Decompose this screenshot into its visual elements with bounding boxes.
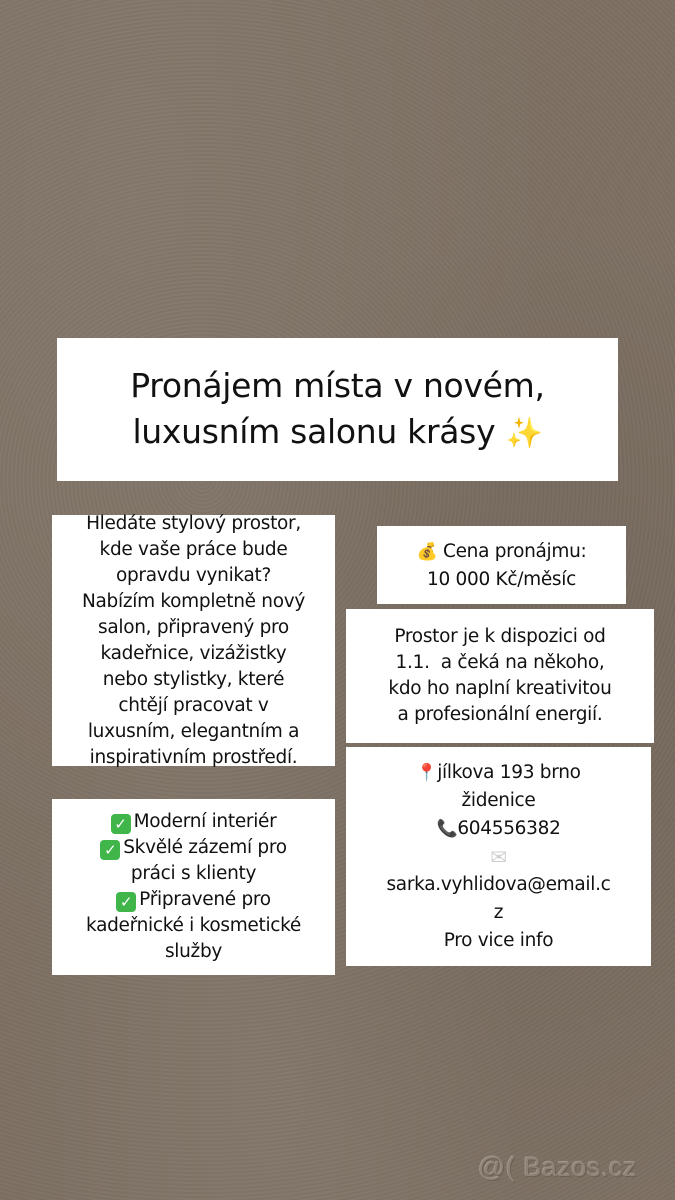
description-line: nebo stylistky, které bbox=[102, 668, 285, 690]
email-line-2[interactable]: z bbox=[493, 901, 504, 923]
description-box bbox=[52, 512, 335, 768]
description-line: Hledáte stylový prostor, bbox=[86, 512, 301, 534]
availability-line: kdo ho naplní kreativitou bbox=[388, 678, 612, 699]
description-line: kadeřnice, vizážistky bbox=[100, 642, 287, 664]
price-label-line bbox=[417, 538, 587, 566]
sparkles-icon: ✨ bbox=[505, 415, 543, 451]
money-bag-icon: 💰 bbox=[416, 541, 438, 562]
description-line: Nabízím kompletně nový bbox=[81, 590, 306, 612]
feature-text: Skvělé zázemí pro bbox=[123, 837, 287, 858]
feature-text: Připravené pro bbox=[139, 889, 271, 910]
description-line: luxusním, elegantním a bbox=[87, 720, 300, 742]
contact-box bbox=[346, 747, 651, 966]
feature-text-cont: služby bbox=[164, 941, 223, 962]
feature-text: Moderní interiér bbox=[133, 811, 277, 832]
envelope-icon: ✉ bbox=[490, 844, 507, 869]
more-info-text: Pro vice info bbox=[443, 929, 554, 951]
pin-icon: 📍 bbox=[416, 762, 438, 783]
title-line-1: Pronájem místa v novém, bbox=[130, 365, 545, 405]
address-district: židenice bbox=[461, 789, 536, 811]
price-value: 10 000 Kč/měsíc bbox=[426, 568, 576, 590]
email-line-1[interactable]: sarka.vyhlidova@email.c bbox=[386, 873, 611, 895]
features-box bbox=[52, 799, 335, 975]
feature-text-cont: práci s klienty bbox=[130, 863, 257, 884]
phone-icon: 📞 bbox=[436, 818, 458, 839]
availability-line: a profesionální energií. bbox=[397, 704, 603, 725]
feature-item bbox=[116, 887, 271, 913]
feature-text-cont: kadeřnické i kosmetické bbox=[85, 915, 302, 936]
address-line bbox=[416, 759, 580, 787]
title-box bbox=[57, 338, 618, 481]
description-line: opravdu vynikat? bbox=[115, 564, 272, 586]
availability-line: Prostor je k dispozici od bbox=[394, 626, 606, 647]
availability-box bbox=[346, 609, 654, 743]
description-line: kde vaše práce bude bbox=[99, 538, 288, 560]
description-line: chtějí pracovat v bbox=[118, 694, 269, 716]
availability-line: 1.1. a čeká na někoho, bbox=[395, 652, 605, 673]
title-line-2 bbox=[132, 409, 542, 457]
address-street: jílkova 193 brno bbox=[437, 761, 581, 783]
phone-number[interactable]: 604556382 bbox=[457, 817, 561, 839]
checkmark-icon: ✓ bbox=[116, 892, 136, 912]
checkmark-icon: ✓ bbox=[100, 840, 120, 860]
price-box bbox=[377, 526, 626, 604]
description-line: salon, připravený pro bbox=[98, 616, 289, 638]
price-label: Cena pronájmu: bbox=[442, 540, 587, 562]
bazos-watermark: @( Bazos.cz bbox=[478, 1152, 637, 1182]
feature-item bbox=[111, 809, 277, 835]
checkmark-icon: ✓ bbox=[111, 814, 131, 834]
feature-item bbox=[100, 835, 287, 861]
description-line: inspirativním prostředí. bbox=[89, 746, 298, 768]
phone-line[interactable] bbox=[436, 815, 560, 843]
title-line-2-text: luxusním salonu krásy bbox=[132, 411, 496, 451]
